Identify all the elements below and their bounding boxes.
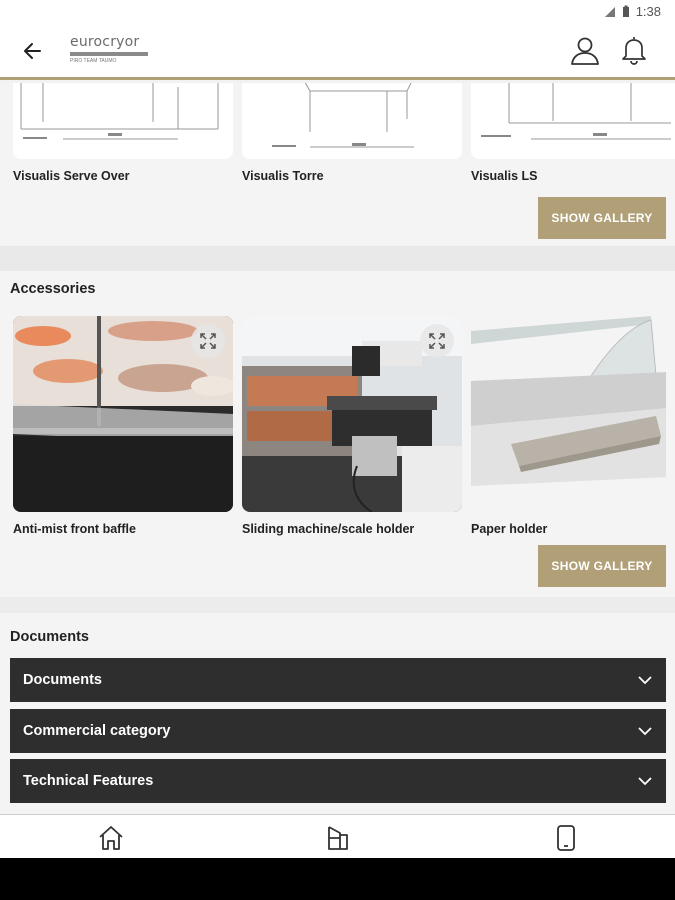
status-icons — [604, 4, 661, 19]
model-drawing-image — [13, 83, 233, 159]
nav-catalog[interactable] — [324, 824, 352, 852]
expand-icon — [428, 332, 446, 350]
accessory-label: Sliding machine/scale holder — [242, 522, 415, 536]
battery-icon — [622, 5, 630, 18]
documents-section — [0, 597, 675, 814]
app-header — [0, 24, 675, 80]
accessory-card[interactable] — [242, 316, 462, 536]
model-card[interactable] — [242, 83, 462, 183]
technical-features-accordion[interactable] — [10, 759, 666, 803]
accessories-show-gallery-button[interactable]: SHOW GALLERY — [538, 545, 666, 587]
user-button[interactable] — [569, 34, 601, 66]
accessories-section — [0, 271, 675, 597]
expand-image-button[interactable] — [191, 324, 225, 358]
models-show-gallery-button[interactable]: SHOW GALLERY — [538, 197, 666, 239]
accessory-image — [471, 316, 666, 512]
accordion-label: Commercial category — [23, 723, 171, 739]
catalog-icon — [324, 824, 352, 852]
accessory-image — [242, 316, 462, 512]
expand-icon — [199, 332, 217, 350]
brand-logo — [70, 34, 150, 68]
nav-device[interactable] — [552, 824, 580, 852]
accessories-title: Accessories — [10, 281, 96, 297]
model-drawing-image — [242, 83, 462, 159]
logo-bar — [70, 52, 148, 56]
model-card[interactable] — [471, 83, 675, 183]
model-card[interactable] — [13, 83, 233, 183]
status-time: 1:38 — [635, 4, 661, 19]
logo-text: eurocryor — [70, 34, 140, 50]
accordion-label: Documents — [23, 672, 102, 688]
accessory-card[interactable] — [13, 316, 233, 536]
documents-title: Documents — [10, 629, 89, 645]
phone-icon — [552, 824, 580, 852]
home-icon — [97, 824, 125, 852]
model-drawing-image — [471, 83, 675, 159]
bottom-navigation — [0, 814, 675, 858]
content-scroll-area[interactable] — [0, 83, 675, 814]
models-section — [0, 83, 675, 246]
accordion-label: Technical Features — [23, 773, 154, 789]
documents-accordion[interactable] — [10, 658, 666, 702]
bell-icon — [620, 34, 648, 66]
chevron-down-icon — [638, 675, 652, 685]
model-label: Visualis Serve Over — [13, 169, 130, 183]
chevron-down-icon — [638, 726, 652, 736]
system-nav-bar — [0, 858, 675, 900]
accessory-card[interactable] — [471, 316, 666, 536]
expand-image-button[interactable] — [420, 324, 454, 358]
status-bar — [0, 0, 675, 24]
model-label: Visualis LS — [471, 169, 538, 183]
model-label: Visualis Torre — [242, 169, 324, 183]
accessory-label: Anti-mist front baffle — [13, 522, 136, 536]
user-icon — [569, 34, 601, 66]
back-button[interactable] — [20, 38, 46, 64]
notifications-button[interactable] — [620, 34, 648, 66]
nav-home[interactable] — [97, 824, 125, 852]
accessory-image — [13, 316, 233, 512]
back-arrow-icon — [20, 38, 46, 64]
signal-icon — [604, 6, 616, 18]
logo-subtext: PIRO TEAM TAUMO — [70, 58, 117, 64]
commercial-category-accordion[interactable] — [10, 709, 666, 753]
accessory-label: Paper holder — [471, 522, 548, 536]
chevron-down-icon — [638, 776, 652, 786]
